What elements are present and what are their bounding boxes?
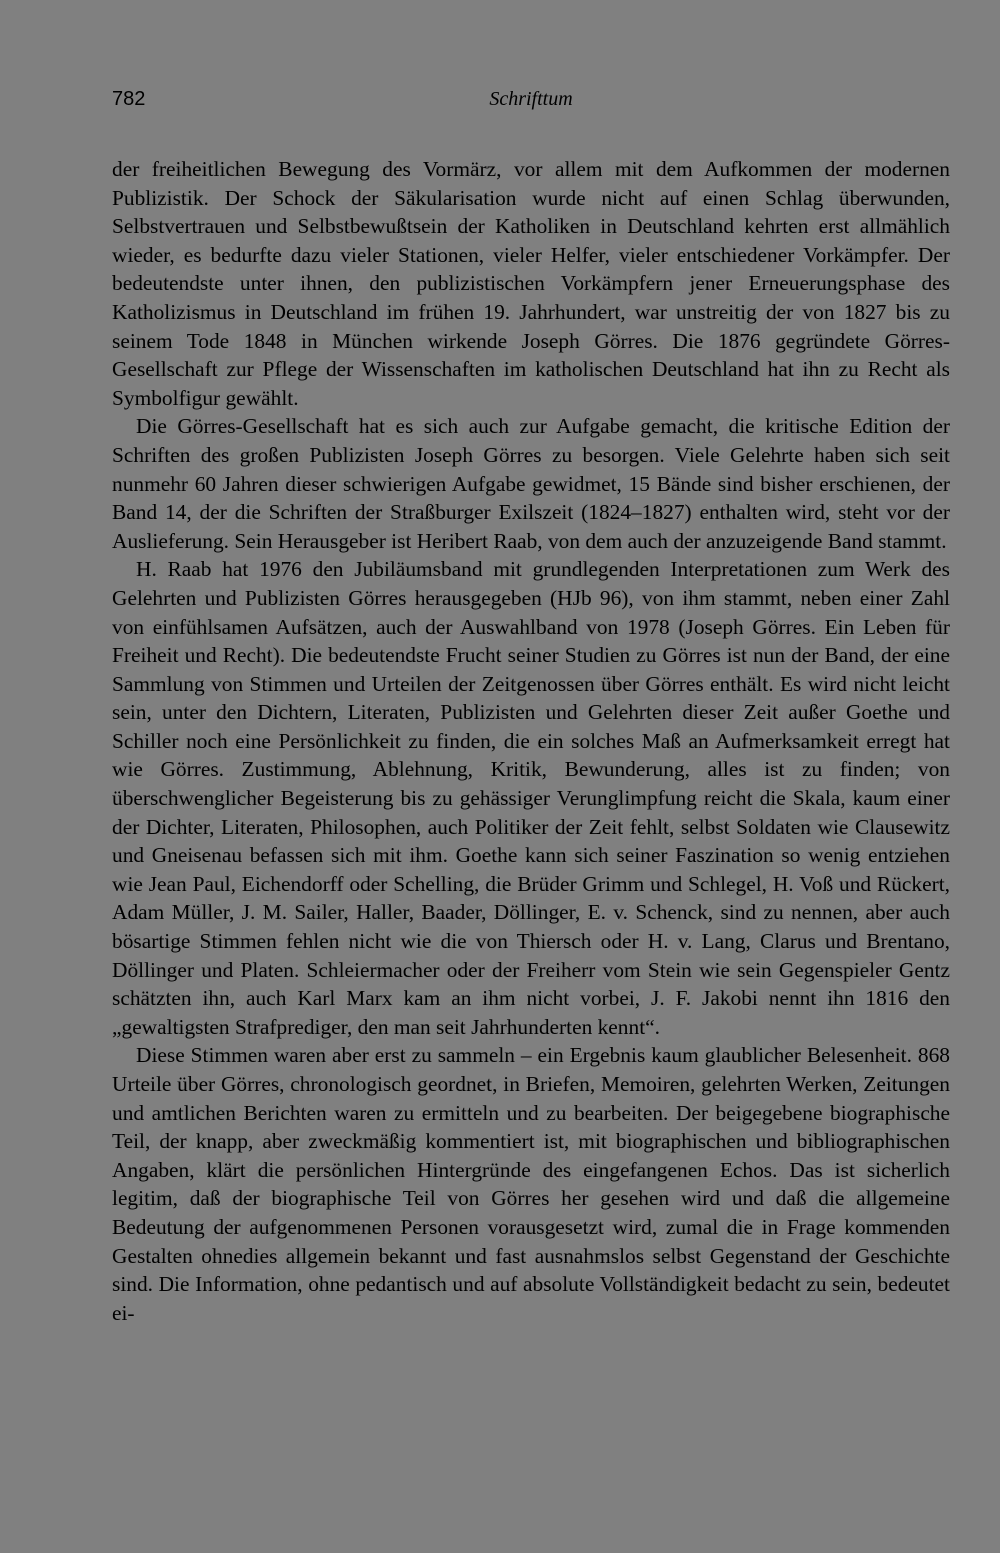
paragraph-4: Diese Stimmen waren aber erst zu sammeln – ein Ergebnis kaum glaublicher Belesenheit. 868 Urteile über Görres, chronologisch geordnet, in Briefen, Memoiren, gelehrten Werken, Zeitungen und amtlichen Berichten waren zu ermitteln und zu bearbeiten. Der beigegebene biographische Teil, der knapp, aber zweckmäßig kommentiert ist, mit biographischen und bibliographischen Angaben, klärt die persönlichen Hintergründe des eingefangenen Echos. Das ist sicherlich legitim, daß der biographische Teil von Görres her gesehen wird und daß die allgemeine Bedeutung der aufgenommenen Personen vorausgesetzt wird, zumal die in Frage kommenden Gestalten ohnedies allgemein bekannt und fast ausnahmslos selbst Gegenstand der Geschichte sind. Die Information, ohne pedantisch und auf absolute Vollständigkeit bedacht zu sein, bedeutet ei- (112, 1043, 950, 1325)
paragraph-3: H. Raab hat 1976 den Jubiläumsband mit grundlegenden Interpretationen zum Werk des Gelehrten und Publizisten Görres herausgegeben (HJb 96), von ihm stammt, neben einer Zahl von einfühlsamen Aufsätzen, auch der Auswahlband von 1978 (Joseph Görres. Ein Leben für Freiheit und Recht). Die bedeutendste Frucht seiner Studien zu Görres ist nun der Band, der eine Sammlung von Stimmen und Urteilen der Zeitgenossen über Görres enthält. Es wird nicht leicht sein, unter den Dichtern, Literaten, Publizisten und Gelehrten dieser Zeit außer Goethe und Schiller noch eine Persönlichkeit zu finden, die ein solches Maß an Aufmerksamkeit erregt hat wie Görres. Zustimmung, Ablehnung, Kritik, Bewunderung, alles ist zu finden; von überschwenglicher Begeisterung bis zu gehässiger Verunglimpfung reicht die Skala, kaum einer der Dichter, Literaten, Philosophen, auch Politiker der Zeit fehlt, selbst Soldaten wie Clausewitz und Gneisenau befassen sich mit ihm. Goethe kann sich seiner Faszination so wenig entziehen wie Jean Paul, Eichendorff oder Schelling, die Brüder Grimm und Schlegel, H. Voß und Rückert, Adam Müller, J. M. Sailer, Haller, Baader, Döllinger, E. v. Schenck, sind zu nennen, aber auch bösartige Stimmen fehlen nicht wie die von Thiersch oder H. v. Lang, Clarus und Brentano, Döllinger und Platen. Schleiermacher oder der Freiherr vom Stein wie sein Gegenspieler Gentz schätzten ihn, auch Karl Marx kam an ihm nicht vorbei, J. F. Jakobi nennt ihn 1816 den „gewaltigsten Strafprediger, den man seit Jahrhunderten kennt“. (112, 557, 950, 1039)
paragraph-1: der freiheitlichen Bewegung des Vormärz, vor allem mit dem Aufkommen der modernen Publizistik. Der Schock der Säkularisation wurde nicht auf einen Schlag überwunden, Selbstvertrauen und Selbstbewußtsein der Katholiken in Deutschland kehrten erst allmählich wieder, es bedurfte dazu vieler Stationen, vieler Helfer, vieler entschiedener Vorkämpfer. Der bedeutendste unter ihnen, den publizistischen Vorkämpfern jener Erneuerungsphase des Katholizismus in Deutschland im frühen 19. Jahrhundert, war unstreitig der von 1827 bis zu seinem Tode 1848 in München wirkende Joseph Görres. Die 1876 gegründete Görres-Gesellschaft zur Pflege der Wissenschaften im katholischen Deutschland hat ihn zu Recht als Symbolfigur gewählt. (112, 157, 950, 410)
page-number: 782 (112, 88, 146, 110)
paragraph-2: Die Görres-Gesellschaft hat es sich auch zur Aufgabe gemacht, die kritische Edition der Schriften des großen Publizisten Joseph Görres zu besorgen. Viele Gelehrte haben sich seit nunmehr 60 Jahren dieser schwierigen Aufgabe gewidmet, 15 Bände sind bisher erschienen, der Band 14, der die Schriften der Straßburger Exilszeit (1824–1827) enthalten wird, steht vor der Auslieferung. Sein Herausgeber ist Heribert Raab, von dem auch der anzuzeigende Band stammt. (112, 414, 950, 553)
page-header (112, 88, 950, 122)
running-title: Schrifttum (489, 88, 573, 110)
article-body (112, 155, 950, 1327)
